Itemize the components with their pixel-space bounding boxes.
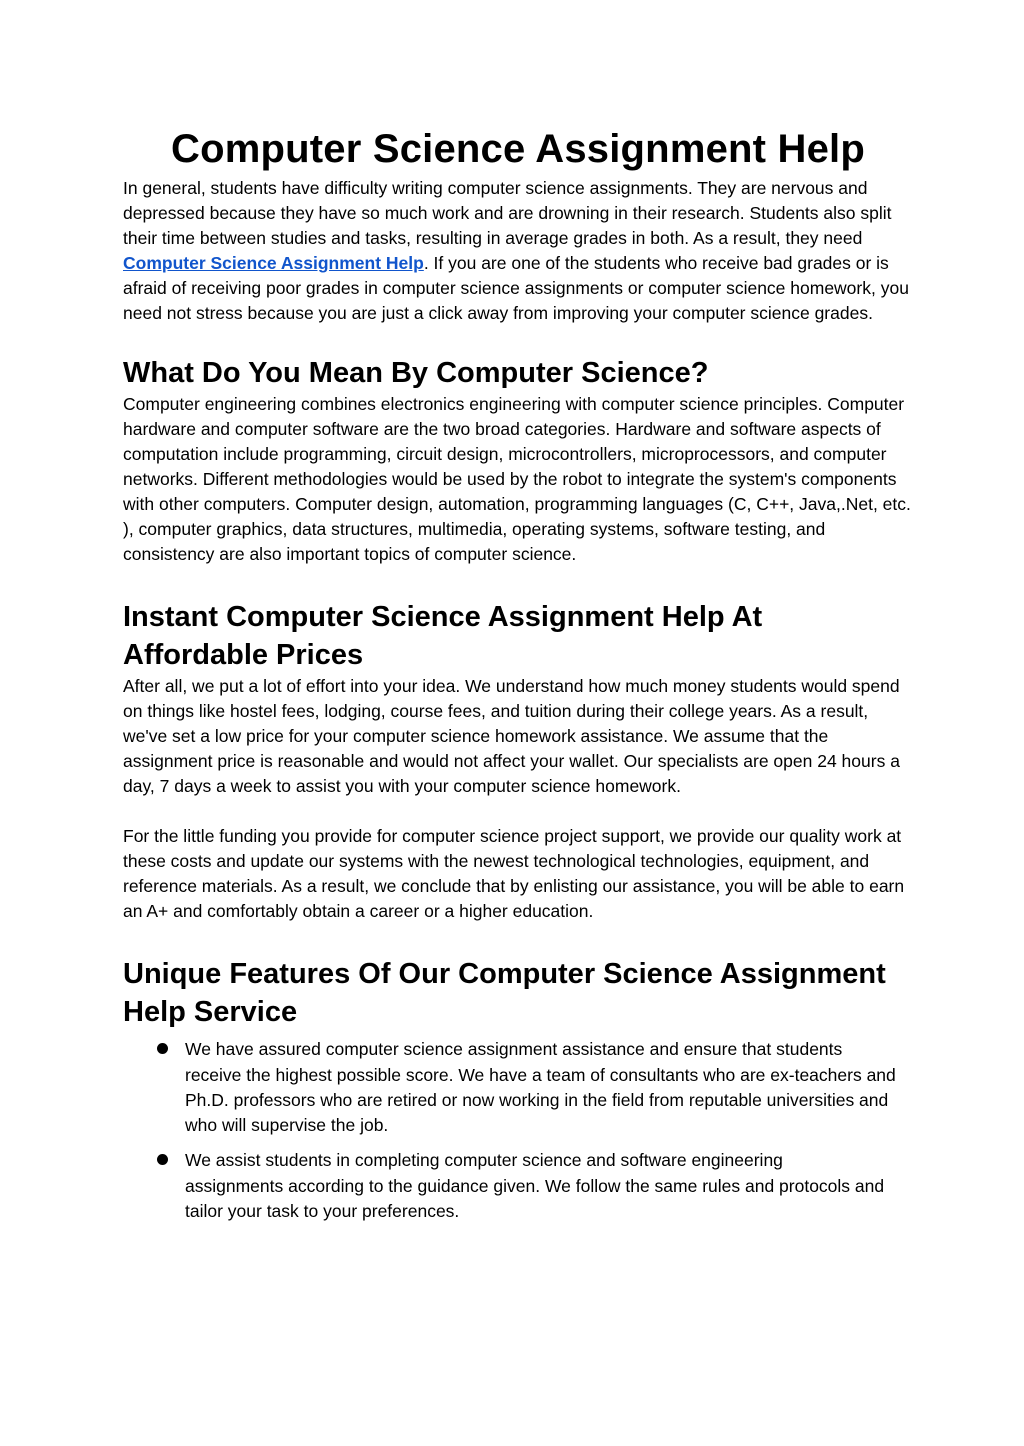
- document-page: [123, 124, 913, 1224]
- list-item: [123, 1146, 913, 1224]
- intro-text-after-link: . If you are one of the students who receive bad grades or is afraid of receiving poor grades in computer science assignments or computer science homework, you need not stress because you are just a click away from improving your computer science grades.: [123, 253, 909, 323]
- list-item: [123, 1035, 913, 1138]
- section-body-instant-help-1: After all, we put a lot of effort into your idea. We understand how much money students would spend on things like hostel fees, lodging, course fees, and tuition during their college years. As a result, we've set a low price for your computer science homework assistance. We assume that the assignment price is reasonable and would not affect your wallet. Our specialists are open 24 hours a day, 7 days a week to assist you with your computer science homework.: [123, 676, 900, 796]
- section-heading-unique-features: Unique Features Of Our Computer Science Assignment Help Service: [123, 958, 886, 1028]
- list-item-first-line: We have assured computer science assignment assistance and ensure that students: [185, 1039, 843, 1059]
- unique-features-list: [123, 1035, 913, 1224]
- list-item-first-line: We assist students in completing computer science and software engineering: [185, 1150, 783, 1170]
- section-heading-what-is-computer-science: What Do You Mean By Computer Science?: [123, 357, 709, 389]
- intro-paragraph: [123, 176, 913, 326]
- list-item-text: assignments according to the guidance given. We follow the same rules and protocols and tailor your task to your preferences.: [185, 1176, 885, 1221]
- bullet-icon: [157, 1043, 168, 1054]
- computer-science-assignment-help-link[interactable]: Computer Science Assignment Help: [123, 253, 424, 273]
- bullet-icon: [157, 1154, 168, 1165]
- section-body-what-is-computer-science: Computer engineering combines electronics engineering with computer science principles. Computer hardware and computer software are the two broad categories. Hardware and software aspects of computation include programming, circuit design, microcontrollers, microprocessors, and computer networks. Different methodologies would be used by the robot to integrate the system's components with other computers. Computer design, automation, programming languages (C, C++, Java,.Net, etc. ), computer graphics, data structures, multimedia, operating systems, software testing, and consistency are also important topics of computer science.: [123, 394, 911, 564]
- section-body-instant-help-2: For the little funding you provide for computer science project support, we provide our quality work at these costs and update our systems with the newest technological technologies, equipment, and reference materials. As a result, we conclude that by enlisting our assistance, you will be able to earn an A+ and comfortably obtain a career or a higher education.: [123, 826, 905, 921]
- intro-text-before-link: In general, students have difficulty writing computer science assignments. They are nervous and depressed because they have so much work and are drowning in their research. Students also split their time between studies and tasks, resulting in average grades in both. As a result, they need: [123, 178, 892, 248]
- document-title: Computer Science Assignment Help: [171, 127, 865, 171]
- list-item-text: receive the highest possible score. We have a team of consultants who are ex-teachers and Ph.D. professors who are retired or now working in the field from reputable universities and who will supervise the job.: [185, 1065, 896, 1135]
- section-heading-instant-help: Instant Computer Science Assignment Help At Affordable Prices: [123, 601, 763, 671]
